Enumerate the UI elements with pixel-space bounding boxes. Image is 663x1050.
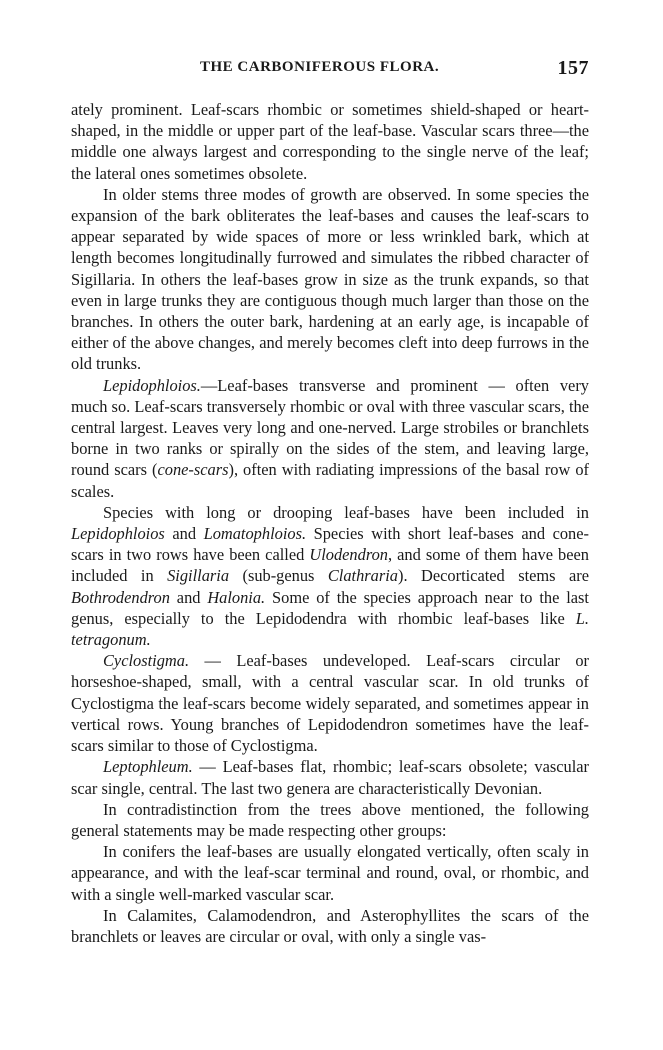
- book-page: [71, 57, 589, 947]
- text-run: In Calamites, Calamodendron, and Asterophyllites the scars of the branchlets or leaves are circular or oval, with only a single vas-: [71, 905, 589, 946]
- text-run: , and some of them have been included in: [71, 545, 589, 586]
- text-run: — Leaf-bases undeveloped. Leaf-scars circular or horseshoe-shaped, small, with a central vascular scar. In old trunks of Cyclostigma the leaf-scars become widely separated, and sometimes appear in vertical rows. Young branches of Lepidodendron sometimes have the leaf-scars similar to those of Cyclostigma.: [71, 651, 589, 756]
- text-run: ), often with radiating impressions of the basal row of scales.: [71, 460, 589, 501]
- running-title: THE CARBONIFEROUS FLORA.: [200, 59, 440, 75]
- italic-term: Cyclostigma.: [103, 651, 190, 671]
- text-run: and: [164, 524, 204, 544]
- text-run: — Leaf-bases flat, rhombic; leaf-scars obsolete; vascular scar single, central. The last two genera are characteristically Devonian.: [71, 757, 589, 798]
- italic-term: Lepidophloios: [71, 524, 165, 544]
- paragraph: [71, 99, 589, 184]
- paragraph: [71, 650, 589, 756]
- text-run: and: [169, 587, 208, 607]
- text-run: In older stems three modes of growth are observed. In some species the expansion of the bark obliterates the leaf-bases and causes the leaf-scars to appear separated by wide spaces of more or less wrinkled bark, which at length becomes longitudinally furrowed and simulates the ribbed character of Sigillaria. In others the leaf-bases grow in size as the trunk expands, so that even in large trunks they are contiguous though much larger than those on the branches. In others the outer bark, hardening at an early age, is incapable of either of the above changes, and merely becomes cleft into deep furrows in the old trunks.: [71, 184, 589, 374]
- paragraph: [71, 756, 589, 798]
- running-head: [71, 57, 589, 83]
- paragraph: [71, 799, 589, 841]
- paragraph: [71, 841, 589, 905]
- italic-term: Bothrodendron: [71, 587, 170, 607]
- text-run: Some of the species approach near to the last genus, especially to the Lepidodendra with rhombic leaf-bases like: [71, 587, 589, 628]
- italic-term: L. tetragonum.: [71, 608, 589, 650]
- page-number: 157: [557, 57, 589, 79]
- text-run: —Leaf-bases transverse and prominent — often very much so. Leaf-scars transversely rhombic or oval with three vascular scars, the central largest. Leaves very long and one-nerved. Large strobiles or branchlets borne in two ranks or spirally on the sides of the stem, and leaving large, round scars (: [71, 375, 589, 480]
- text-run: (sub-genus: [229, 566, 328, 586]
- text-run: Species with short leaf-bases and cone-scars in two rows have been called: [71, 524, 589, 565]
- italic-term: Ulodendron: [309, 545, 388, 565]
- italic-term: Halonia.: [207, 587, 266, 607]
- text-run: ). Decorticated stems are: [398, 566, 589, 586]
- italic-term: Sigillaria: [167, 566, 230, 586]
- body-text: [71, 99, 589, 947]
- italic-term: Leptophleum.: [103, 757, 193, 777]
- italic-term: Lepidophloios.: [103, 375, 201, 395]
- text-run: In conifers the leaf-bases are usually elongated vertically, often scaly in appearance, and with the leaf-scar terminal and round, oval, or rhombic, and with a single well-marked vascular scar.: [71, 842, 589, 904]
- text-run: Species with long or drooping leaf-bases have been included in: [103, 502, 589, 522]
- italic-term: cone-scars: [157, 460, 229, 480]
- text-run: In contradistinction from the trees above mentioned, the following general statements may be made respecting other groups:: [71, 799, 589, 840]
- paragraph: [71, 905, 589, 947]
- paragraph: [71, 375, 589, 502]
- italic-term: Lomatophloios.: [203, 524, 307, 544]
- paragraph: [71, 184, 589, 375]
- italic-term: Clathraria: [327, 566, 399, 586]
- paragraph: [71, 502, 589, 650]
- text-run: ately prominent. Leaf-scars rhombic or sometimes shield-shaped or heart-shaped, in the middle or upper part of the leaf-base. Vascular scars three—the middle one always largest and corresponding to the single nerve of the leaf; the lateral ones sometimes obsolete.: [71, 100, 589, 183]
